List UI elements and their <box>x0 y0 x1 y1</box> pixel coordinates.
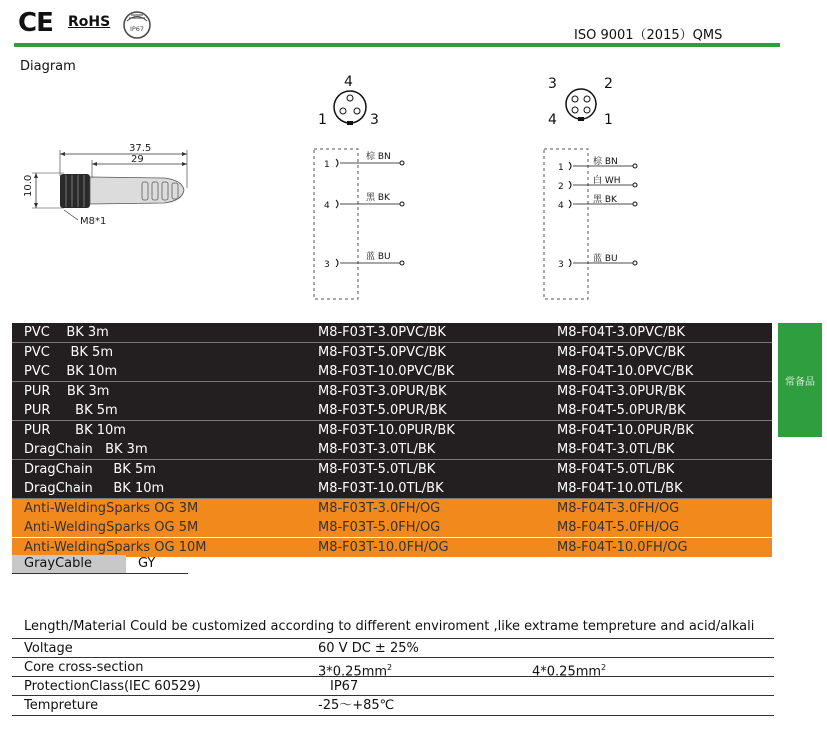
spec-row-voltage <box>12 638 774 658</box>
cable-type: PVC BK 3m <box>24 325 109 340</box>
cable-type: PVC BK 10m <box>24 364 118 379</box>
wire-4pin-4 <box>558 194 637 211</box>
product-row <box>12 343 772 363</box>
product-row <box>12 499 772 519</box>
part-number-4pin: M8-F04T-10.0TL/BK <box>557 481 683 496</box>
svg-text:黑 BK: 黑 BK <box>593 195 617 205</box>
rohs-mark: RoHS <box>68 14 111 30</box>
header-divider <box>14 43 780 47</box>
svg-text:4: 4 <box>558 201 564 211</box>
dim-diameter: 10.0 <box>23 174 34 197</box>
svg-text:3: 3 <box>558 260 564 270</box>
connector-dimension-drawing <box>14 140 194 240</box>
part-number-3pin: M8-F03T-3.0PUR/BK <box>318 383 447 399</box>
spec-label: Voltage <box>24 641 73 656</box>
dim-body-length: 29 <box>131 154 144 165</box>
cable-type: PUR BK 10m <box>24 422 126 438</box>
part-number-3pin: M8-F03T-10.0FH/OG <box>318 539 449 555</box>
spec-label: ProtectionClass(IEC 60529) <box>24 679 201 694</box>
ce-mark: CE <box>18 8 53 38</box>
product-row <box>12 382 772 402</box>
spec-customize-note: Length/Material Could be customized according to different enviroment ,like extrame tempreture and acid/alkali <box>24 619 755 634</box>
spec-label: Core cross-section <box>24 660 144 675</box>
part-number-3pin: M8-F03T-5.0TL/BK <box>318 461 436 477</box>
cable-type: Anti-WeldingSparks OG 10M <box>24 539 207 555</box>
part-number-3pin: M8-F03T-3.0TL/BK <box>318 442 436 457</box>
part-number-4pin: M8-F04T-10.0FH/OG <box>557 539 688 555</box>
product-row <box>12 401 772 421</box>
part-number-3pin: M8-F03T-10.0TL/BK <box>318 481 444 496</box>
spec-value: IP67 <box>330 679 359 694</box>
diagram-title: Diagram <box>20 59 76 74</box>
wire-4pin-1 <box>558 155 637 173</box>
spec-value-3core: $3*0.25mm^2$ <box>318 663 393 680</box>
product-row <box>12 479 772 499</box>
svg-text:2: 2 <box>558 182 564 192</box>
cable-type: DragChain BK 3m <box>24 442 148 457</box>
part-number-4pin: M8-F04T-10.0PVC/BK <box>557 364 694 379</box>
part-number-4pin: M8-F04T-3.0FH/OG <box>557 500 680 516</box>
wiring-3pin <box>310 145 420 305</box>
product-row <box>12 362 772 382</box>
svg-text:白 WH: 白 WH <box>593 176 621 186</box>
product-row <box>12 518 772 538</box>
svg-text:蓝 BU: 蓝 BU <box>366 252 391 262</box>
pinout-3pin-face <box>310 70 390 130</box>
part-number-4pin: M8-F04T-5.0PUR/BK <box>557 403 686 418</box>
spec-row-core <box>12 657 774 680</box>
part-number-4pin: M8-F04T-3.0PVC/BK <box>557 325 685 340</box>
spec-row-temperature <box>12 695 774 716</box>
cable-type: Anti-WeldingSparks OG 3M <box>24 500 199 516</box>
wire-3pin-3 <box>324 250 404 270</box>
spec-row-protection <box>12 676 774 696</box>
part-number-3pin: M8-F03T-10.0PUR/BK <box>318 422 455 438</box>
part-number-3pin: M8-F03T-5.0FH/OG <box>318 520 441 535</box>
part-number-3pin: M8-F03T-3.0PVC/BK <box>318 325 446 340</box>
cable-type: DragChain BK 10m <box>24 481 165 496</box>
pin4-label-br: 1 <box>604 112 613 128</box>
pin3-label-top: 4 <box>344 74 353 90</box>
svg-text:1: 1 <box>558 163 564 173</box>
dim-overall-length: 37.5 <box>129 143 152 154</box>
part-number-3pin: M8-F03T-5.0PUR/BK <box>318 403 447 418</box>
svg-text:棕 BN: 棕 BN <box>366 152 391 162</box>
cable-type: PVC BK 5m <box>24 344 113 360</box>
cable-type: DragChain BK 5m <box>24 461 156 477</box>
wire-3pin-4 <box>324 192 404 211</box>
wire-4pin-3 <box>558 252 637 270</box>
ip67-seal-icon <box>122 10 152 40</box>
product-row <box>12 421 772 441</box>
spec-value-4core: $4*0.25mm^2$ <box>532 663 607 680</box>
part-number-4pin: M8-F04T-3.0TL/BK <box>557 442 675 457</box>
pin4-label-bl: 4 <box>548 112 557 128</box>
cable-type: PUR BK 3m <box>24 383 110 399</box>
part-number-4pin: M8-F04T-5.0PVC/BK <box>557 344 685 360</box>
wire-3pin-1 <box>324 150 404 170</box>
product-row <box>12 460 772 480</box>
wiring-4pin <box>540 145 650 305</box>
dim-thread: M8*1 <box>80 216 107 227</box>
product-row <box>12 440 772 460</box>
pinout-4pin-face <box>544 70 624 130</box>
product-row <box>12 323 772 343</box>
gray-cable-code: GY <box>138 556 156 571</box>
ip67-seal-text: IP67 <box>129 25 145 33</box>
spec-value: 60 V DC ± 25% <box>318 641 419 656</box>
cable-type: PUR BK 5m <box>24 403 118 418</box>
cable-type: Anti-WeldingSparks OG 5M <box>24 520 199 535</box>
spec-label: Tempreture <box>24 698 99 713</box>
svg-text:棕 BN: 棕 BN <box>593 157 618 167</box>
iso-cert: ISO 9001（2015）QMS <box>574 28 723 43</box>
svg-text:3: 3 <box>324 260 330 270</box>
part-number-4pin: M8-F04T-3.0PUR/BK <box>557 383 686 399</box>
part-number-4pin: M8-F04T-10.0PUR/BK <box>557 422 694 438</box>
svg-text:蓝 BU: 蓝 BU <box>593 254 618 264</box>
pin3-label-left: 1 <box>318 112 327 128</box>
spec-value: -25～+85℃ <box>318 698 395 713</box>
pin4-label-tl: 3 <box>548 76 557 92</box>
part-number-3pin: M8-F03T-10.0PVC/BK <box>318 364 455 379</box>
part-number-3pin: M8-F03T-5.0PVC/BK <box>318 344 446 360</box>
stock-item-label: 常备品 <box>778 323 822 437</box>
part-number-3pin: M8-F03T-3.0FH/OG <box>318 500 441 516</box>
svg-text:4: 4 <box>324 201 330 211</box>
svg-text:黑 BK: 黑 BK <box>366 193 390 203</box>
pin3-label-right: 3 <box>370 112 379 128</box>
pin4-label-tr: 2 <box>604 76 613 92</box>
svg-text:1: 1 <box>324 160 330 170</box>
wire-4pin-2 <box>558 174 637 192</box>
gray-cable-label: GrayCable <box>12 555 126 573</box>
part-number-4pin: M8-F04T-5.0TL/BK <box>557 461 675 477</box>
part-number-4pin: M8-F04T-5.0FH/OG <box>557 520 680 535</box>
gray-cable-row <box>12 555 188 574</box>
